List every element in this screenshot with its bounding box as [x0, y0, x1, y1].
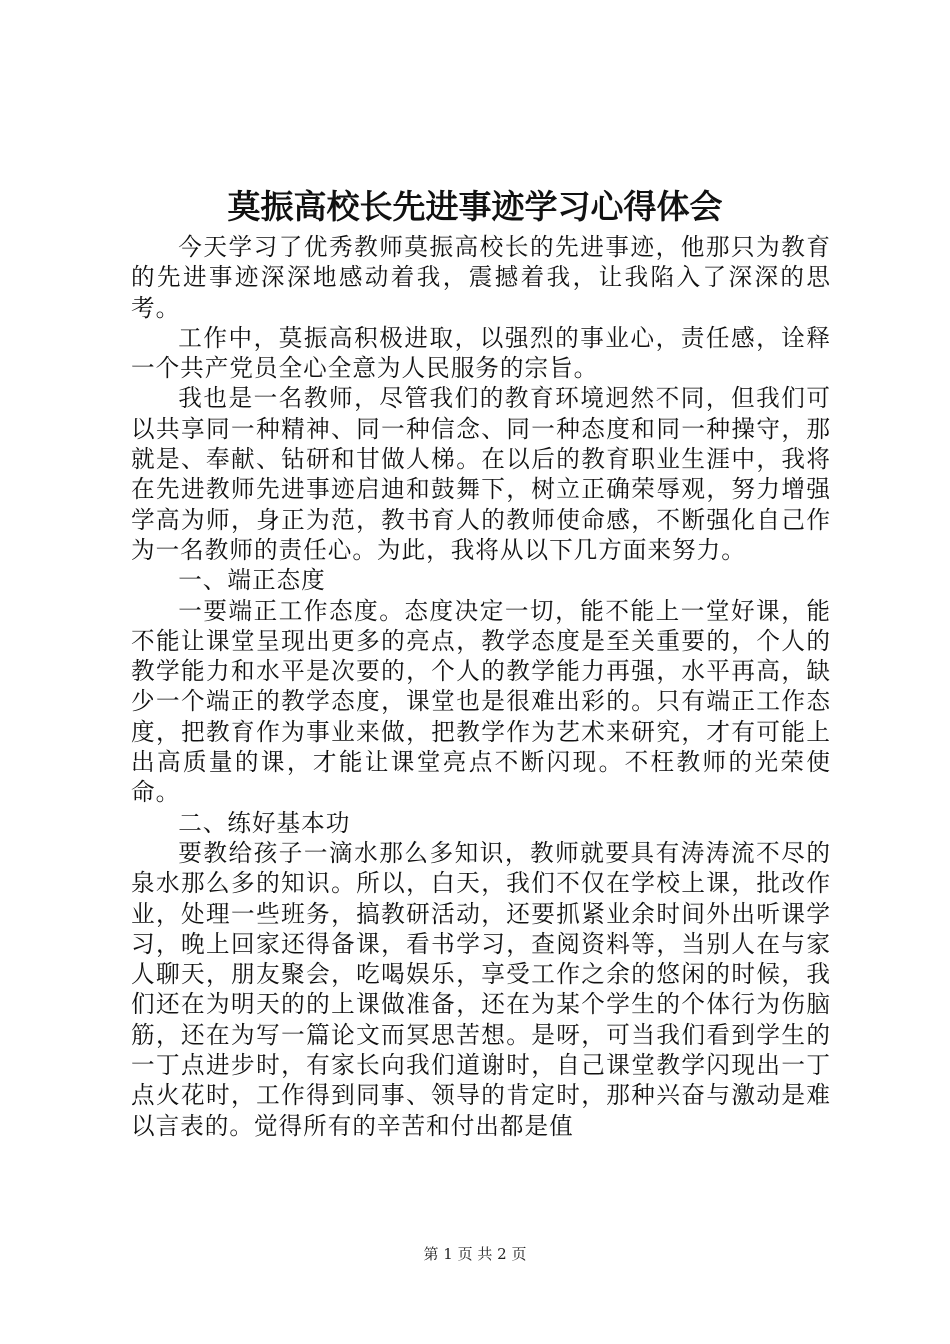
section-heading-2: 二、练好基本功: [178, 808, 351, 837]
page-footer: 第 1 页 共 2 页: [423, 1245, 527, 1263]
paragraph-skills: 要教给孩子一滴水那么多知识，教师就要具有涛涛流不尽的泉水那么多的知识。所以，白天，我们不仅在学校上课，批改作业，处理一些班务，搞教研活动，还要抓紧业余时间外出听课学习，晚上回家还得备课，看书学习，查阅资料等，当别人在与家人聊天，朋友聚会，吃喝娱乐，享受工作之余的悠闲的时候，我们还在为明天的的上课做准备，还在为某个学生的个体行为伤脑筋，还在为写一篇论文而冥思苦想。是呀，可当我们看到学生的一丁点进步时，有家长向我们道谢时，自己课堂教学闪现出一丁点火花时，工作得到同事、领导的肯定时，那种兴奋与激动是难以言表的。觉得所有的辛苦和付出都是值: [131, 838, 831, 1140]
document-title: 莫振高校长先进事迹学习心得体会: [227, 187, 723, 226]
document-body: [131, 232, 831, 1141]
paragraph-intro: 今天学习了优秀教师莫振高校长的先进事迹，他那只为教育的先进事迹深深地感动着我，震撼着我，让我陷入了深深的思考。: [131, 233, 831, 322]
paragraph-work: 工作中，莫振高积极进取，以强烈的事业心，责任感，诠释一个共产党员全心全意为人民服务的宗旨。: [131, 323, 831, 383]
paragraph-teacher: 我也是一名教师，尽管我们的教育环境迥然不同，但我们可以共享同一种精神、同一种信念、同一种态度和同一种操守，那就是、奉献、钻研和甘做人梯。在以后的教育职业生涯中，我将在先进教师先进事迹启迪和鼓舞下，树立正确荣辱观，努力增强学高为师，身正为范，教书育人的教师使命感，不断强化自己作为一名教师的责任心。为此，我将从以下几方面来努力。: [131, 384, 831, 564]
section-heading-1: 一、端正态度: [178, 566, 326, 595]
paragraph-attitude: 一要端正工作态度。态度决定一切，能不能上一堂好课，能不能让课堂呈现出更多的亮点，教学态度是至关重要的，个人的教学能力和水平是次要的，个人的教学能力再强，水平再高，缺少一个端正的教学态度，课堂也是很难出彩的。只有端正工作态度，把教育作为事业来做，把教学作为艺术来研究，才有可能上出高质量的课，才能让课堂亮点不断闪现。不枉教师的光荣使命。: [131, 596, 831, 807]
